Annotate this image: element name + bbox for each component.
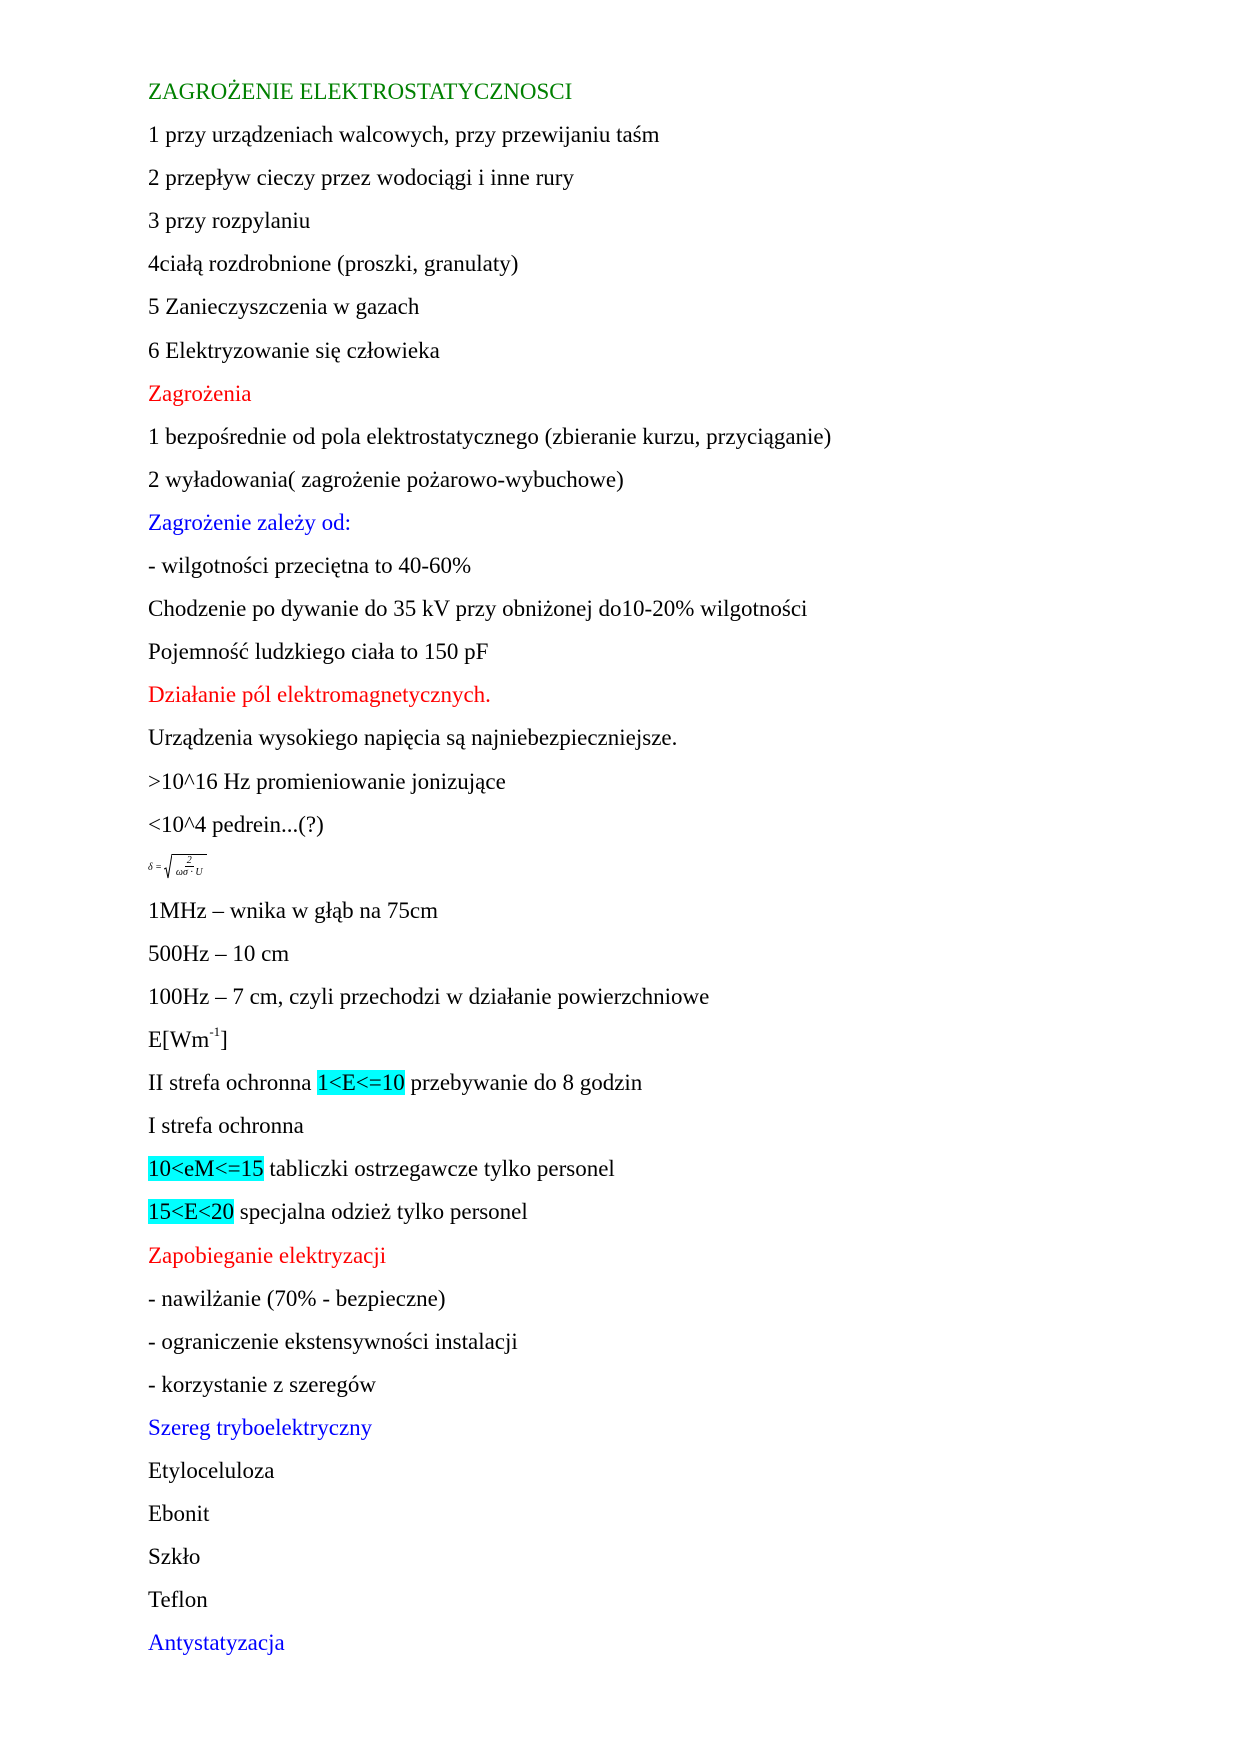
- unit-line: [148, 1018, 1148, 1061]
- sqrt-sign-icon: [164, 854, 172, 880]
- zone2-line: [148, 1061, 1148, 1104]
- series-item-1: Etyloceluloza: [148, 1458, 275, 1483]
- source-line-2: 2 przepływ cieczy przez wodociągi i inne rury: [148, 165, 574, 191]
- zone1a-range-highlight: 10<eM<=15: [148, 1156, 264, 1182]
- hazards-heading: Zagrożenia: [148, 380, 252, 406]
- zone2-rest: przebywanie do 8 godzin: [404, 1070, 643, 1096]
- formula-denominator: ωσ · U: [175, 867, 203, 879]
- em-line-2: >10^16 Hz promieniowanie jonizujące: [148, 768, 506, 794]
- depth-line-1: 1MHz – wnika w głąb na 75cm: [148, 897, 438, 923]
- formula-fraction: [172, 854, 207, 880]
- document-page: [148, 70, 1148, 1664]
- zone1-line-b: [148, 1190, 1148, 1233]
- zone2-label: II strefa ochronna: [148, 1070, 318, 1096]
- depends-heading: Zagrożenie zależy od:: [148, 509, 352, 535]
- prevention-line-2: - ograniczenie ekstensywności instalacji: [148, 1328, 518, 1354]
- prevention-heading: Zapobieganie elektryzacji: [148, 1242, 387, 1268]
- source-line-4: 4ciałą rozdrobnione (proszki, granulaty): [148, 251, 519, 277]
- zone1a-rest: tabliczki ostrzegawcze tylko personel: [263, 1156, 615, 1182]
- source-line-1: 1 przy urządzeniach walcowych, przy przewijaniu taśm: [148, 122, 660, 148]
- depends-line-1: - wilgotności przeciętna to 40-60%: [148, 553, 472, 579]
- zone1-label: I strefa ochronna: [148, 1113, 304, 1139]
- unit-exponent: -1: [209, 1024, 221, 1040]
- hazard-line-1: 1 bezpośrednie od pola elektrostatycznego (zbieranie kurzu, przyciąganie): [148, 423, 832, 449]
- formula-lhs: δ =: [148, 861, 162, 873]
- source-line-3: 3 przy rozpylaniu: [148, 208, 311, 234]
- em-line-3: <10^4 pedrein...(?): [148, 811, 324, 837]
- antistatic-heading: Antystatyzacja: [148, 1630, 285, 1656]
- depends-line-3: Pojemność ludzkiego ciała to 150 pF: [148, 639, 489, 665]
- hazard-line-2: 2 wyładowania( zagrożenie pożarowo-wybuchowe): [148, 466, 624, 492]
- unit-close: ]: [220, 1027, 228, 1053]
- zone1-line-a: [148, 1147, 1148, 1190]
- source-line-6: 6 Elektryzowanie się człowieka: [148, 337, 440, 363]
- series-item-2: Ebonit: [148, 1501, 210, 1527]
- depends-line-2: Chodzenie po dywanie do 35 kV przy obniżonej do10-20% wilgotności: [148, 596, 808, 622]
- zone2-range-highlight: 1<E<=10: [317, 1070, 405, 1096]
- series-item-4: Teflon: [148, 1587, 208, 1613]
- series-heading: Szereg tryboelektryczny: [148, 1414, 373, 1440]
- em-line-1: Urządzenia wysokiego napięcia są najniebezpieczniejsze.: [148, 725, 678, 751]
- source-line-5: 5 Zanieczyszczenia w gazach: [148, 294, 420, 320]
- zone1b-rest: specjalna odzież tylko personel: [234, 1199, 528, 1225]
- formula-numerator: 2: [186, 855, 192, 867]
- zone1b-range-highlight: 15<E<20: [148, 1199, 234, 1225]
- em-heading: Działanie pól elektromagnetycznych.: [148, 682, 491, 708]
- unit-base: E[Wm: [148, 1027, 210, 1053]
- skin-depth-formula: [148, 846, 1148, 889]
- formula-sqrt: [164, 854, 207, 880]
- depth-line-3: 100Hz – 7 cm, czyli przechodzi w działanie powierzchniowe: [148, 983, 710, 1009]
- document-title: ZAGROŻENIE ELEKTROSTATYCZNOSCI: [148, 79, 573, 104]
- prevention-line-1: - nawilżanie (70% - bezpieczne): [148, 1285, 446, 1311]
- prevention-line-3: - korzystanie z szeregów: [148, 1371, 376, 1397]
- depth-line-2: 500Hz – 10 cm: [148, 940, 290, 966]
- series-item-3: Szkło: [148, 1544, 201, 1570]
